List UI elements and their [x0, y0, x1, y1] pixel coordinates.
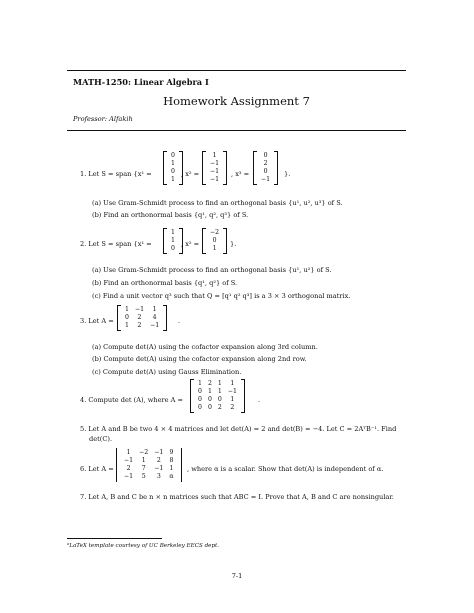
problem-3a: (a) Compute det(A) using the cofactor expansion along 3rd column.	[92, 343, 318, 351]
matrix-row	[207, 152, 222, 160]
matrix-entry: 4	[152, 314, 157, 321]
matrix-entry: 7	[141, 465, 146, 472]
matrix-row	[168, 176, 178, 184]
footnote-rule	[67, 538, 162, 539]
matrix-entry: −1	[124, 473, 134, 480]
problem-1-vector-x3	[253, 151, 278, 185]
problem-3c: (c) Compute det(A) using Gauss Elimination.	[92, 368, 242, 376]
matrix-row	[168, 168, 178, 176]
matrix-entry: 1	[141, 457, 146, 464]
matrix-row	[207, 237, 222, 245]
matrix-row	[207, 160, 222, 168]
matrix-row	[258, 176, 273, 184]
matrix-row	[121, 457, 177, 465]
problem-6-tail: , where α is a scalar. Show that det(A) is independent of α.	[187, 465, 384, 473]
matrix-entry: −1	[210, 168, 220, 175]
matrix-row	[168, 160, 178, 168]
matrix-entry: 1	[217, 388, 222, 395]
matrix-entry: 8	[169, 457, 174, 464]
problem-3-lead: 3. Let A =	[80, 317, 114, 325]
matrix-entry: 0	[125, 314, 129, 321]
matrix-row	[195, 380, 240, 388]
page-number: 7-1	[231, 572, 243, 580]
matrix-row	[207, 245, 222, 253]
matrix-row	[168, 245, 178, 253]
matrix-entry: 1	[169, 465, 174, 472]
matrix-entry: 1	[230, 380, 235, 387]
matrix-row	[168, 229, 178, 237]
matrix-entry: 1	[207, 388, 212, 395]
matrix-entry: 0	[207, 404, 212, 411]
matrix-row	[195, 388, 240, 396]
matrix-entry: 0	[263, 168, 268, 175]
problem-1-sep2: , x³ =	[231, 170, 250, 178]
matrix-row	[121, 473, 177, 481]
matrix-entry: 0	[198, 388, 202, 395]
matrix-entry: −1	[154, 449, 164, 456]
matrix-entry: −1	[124, 457, 134, 464]
problem-1-vector-x2	[202, 151, 227, 185]
course-name: MATH-1250: Linear Algebra I	[73, 77, 209, 87]
matrix-row	[121, 449, 177, 457]
matrix-entry: 0	[171, 245, 175, 252]
matrix-entry: 1	[125, 306, 129, 313]
matrix-entry: 0	[207, 396, 212, 403]
professor-name: Professor: Alfakih	[73, 115, 133, 123]
problem-2a: (a) Use Gram-Schmidt process to find an orthogonal basis {u¹, u²} of S.	[92, 266, 332, 274]
matrix-row	[207, 229, 222, 237]
problem-3-matrix	[117, 305, 167, 331]
assignment-title: Homework Assignment 7	[163, 94, 310, 108]
problem-3b: (b) Compute det(A) using the cofactor expansion along 2nd row.	[92, 355, 307, 363]
matrix-row	[207, 168, 222, 176]
problem-4-matrix	[190, 379, 245, 413]
matrix-entry: 0	[263, 152, 268, 159]
matrix-row	[122, 322, 162, 330]
problem-2-tail: }.	[230, 240, 237, 248]
problem-2-vector-x1	[163, 228, 183, 254]
matrix-entry: 2	[137, 314, 142, 321]
matrix-entry: 1	[230, 396, 235, 403]
matrix-entry: 9	[169, 449, 174, 456]
matrix-row	[168, 237, 178, 245]
matrix-entry: −1	[150, 322, 160, 329]
matrix-row	[207, 176, 222, 184]
matrix-entry: 2	[207, 380, 212, 387]
matrix-entry: 1	[217, 380, 222, 387]
problem-2-sep1: , x² =	[181, 240, 200, 248]
matrix-entry: 1	[171, 176, 175, 183]
matrix-entry: 1	[198, 380, 202, 387]
matrix-entry: −1	[134, 306, 145, 313]
matrix-entry: 0	[171, 168, 175, 175]
matrix-entry: 0	[198, 404, 202, 411]
problem-4-tail: .	[258, 396, 261, 404]
problem-5-line1: 5. Let A and B be two 4 × 4 matrices and let det(A) = 2 and det(B) = −4. Let C = 2AᵀB⁻¹. Find	[80, 425, 397, 433]
footnote: ⁰LaTeX template courtesy of UC Berkeley EECS dept.	[67, 543, 220, 549]
matrix-entry: 0	[217, 396, 222, 403]
matrix-entry: 1	[171, 229, 175, 236]
matrix-entry: 2	[137, 322, 142, 329]
problem-1-lead: 1. Let S = span {x¹ =	[80, 170, 152, 178]
problem-2-vector-x2	[202, 228, 227, 254]
matrix-entry: −2	[139, 449, 149, 456]
problem-1a: (a) Use Gram-Schmidt process to find an orthogonal basis {u¹, u², u³} of S.	[92, 199, 343, 207]
matrix-entry: 1	[125, 322, 129, 329]
problem-2b: (b) Find an orthonormal basis {q¹, q²} of S.	[92, 279, 238, 287]
problem-6-lead: 6. Let A =	[80, 465, 114, 473]
matrix-entry: 2	[156, 457, 161, 464]
problem-2-lead: 2. Let S = span {x¹ =	[80, 240, 152, 248]
problem-1b: (b) Find an orthonormal basis {q¹, q², q³} of S.	[92, 211, 249, 219]
problem-1-tail: }.	[284, 170, 291, 178]
matrix-row	[168, 152, 178, 160]
matrix-row	[195, 404, 240, 412]
matrix-row	[195, 396, 240, 404]
matrix-row	[258, 168, 273, 176]
matrix-entry: 0	[212, 237, 217, 244]
matrix-entry: −1	[261, 176, 271, 183]
matrix-entry: −1	[210, 176, 220, 183]
matrix-entry: 2	[263, 160, 268, 167]
problem-1-vector-x1	[163, 151, 183, 185]
matrix-row	[122, 306, 162, 314]
problem-3-tail: .	[178, 317, 181, 325]
matrix-entry: 2	[126, 465, 131, 472]
matrix-entry: −1	[227, 388, 237, 395]
matrix-row	[121, 465, 177, 473]
matrix-row	[258, 152, 273, 160]
problem-2c: (c) Find a unit vector q³ such that Q = [q¹ q² q³] is a 3 × 3 orthogonal matrix.	[92, 292, 351, 300]
matrix-entry: 1	[212, 152, 217, 159]
matrix-row	[122, 314, 162, 322]
matrix-entry: 1	[212, 245, 217, 252]
problem-6-matrix	[116, 448, 182, 482]
matrix-entry: 1	[171, 237, 175, 244]
matrix-entry: 1	[152, 306, 157, 313]
matrix-entry: 5	[141, 473, 146, 480]
matrix-row	[258, 160, 273, 168]
matrix-entry: −1	[154, 465, 164, 472]
matrix-entry: 1	[171, 160, 175, 167]
problem-1-sep1: , x² =	[181, 170, 200, 178]
matrix-entry: 0	[171, 152, 175, 159]
problem-5-line2: det(C).	[89, 435, 113, 443]
matrix-entry: 3	[156, 473, 161, 480]
matrix-entry: 0	[198, 396, 202, 403]
problem-7-text: 7. Let A, B and C be n × n matrices such that ABC = I. Prove that A, B and C are nonsingular.	[80, 493, 394, 501]
header-box	[67, 70, 406, 131]
matrix-entry: 2	[230, 404, 235, 411]
matrix-entry: 1	[126, 449, 131, 456]
matrix-entry: −2	[210, 229, 220, 236]
matrix-entry: 2	[217, 404, 222, 411]
matrix-entry: −1	[210, 160, 220, 167]
matrix-entry: α	[169, 473, 174, 480]
problem-4-lead: 4. Compute det (A), where A =	[80, 396, 184, 404]
